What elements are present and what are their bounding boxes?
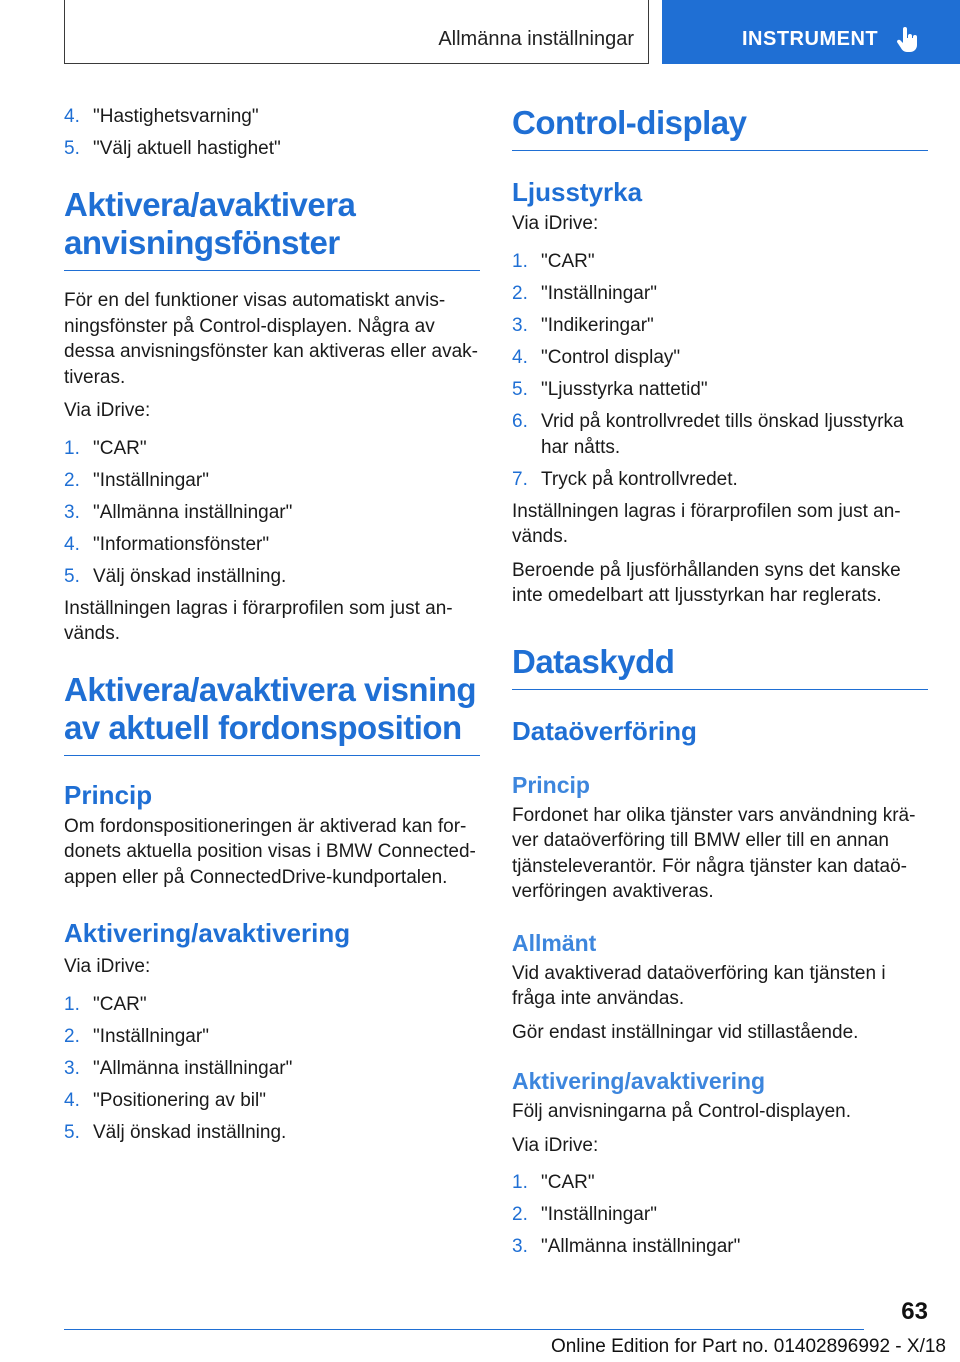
list-item: 3. "Allmänna inställningar" (512, 1236, 741, 1257)
list-item: 1. "CAR" (512, 250, 595, 272)
section-title-fordonsposition: Aktivera/avaktivera visning av aktuell fordonsposition (64, 671, 480, 756)
list-item: 5. Välj önskad inställning. (64, 565, 287, 587)
right-column (512, 100, 928, 1266)
left-column (64, 100, 480, 1152)
steps-list (512, 1170, 928, 1260)
via-idrive-label: Via iDrive: (512, 213, 599, 234)
list-item: 3. "Allmänna inställningar" (64, 501, 293, 523)
list-item: 4. "Hastighetsvarning" (64, 106, 259, 127)
paragraph: Beroende på ljusförhållanden syns det kanske inte omedelbart att ljusstyrkan har reglerats. (512, 559, 901, 606)
page-number: 63 (901, 1298, 928, 1325)
steps-list (64, 992, 480, 1146)
section-title-control-display: Control-display (512, 104, 928, 151)
subsubsection-title-allmant: Allmänt (512, 929, 597, 956)
list-item: 5. "Välj aktuell hastighet" (64, 138, 281, 159)
footer-divider (64, 1329, 864, 1330)
via-idrive-label: Via iDrive: (64, 400, 151, 421)
list-item: 1. "CAR" (64, 993, 147, 1015)
list-item: 5. Välj önskad inställning. (64, 1121, 287, 1143)
section-title-anvisningsfonster: Aktivera/avaktivera anvisningsfönster (64, 186, 480, 271)
subsection-title-princip: Princip (64, 779, 153, 810)
list-item: 1. "CAR" (64, 437, 147, 459)
subsection-title-ljusstyrka: Ljusstyrka (512, 177, 643, 207)
steps-list (512, 249, 928, 493)
list-item: 1. "CAR" (512, 1172, 595, 1193)
list-item: 4. "Control display" (512, 346, 681, 368)
paragraph: Fordonet har olika tjänster vars användning krä- ver dataöverföring till BMW eller till en annan tjänsteleverantör. För några tjänster kan dataö- verföringen avaktiveras. (512, 804, 916, 902)
list-item: 2. "Inställningar" (512, 282, 657, 304)
paragraph: Om fordonspositioneringen är aktiverad kan for- donets aktuella position visas i BMW Connected- appen eller på ConnectedDrive-kundportalen. (64, 815, 476, 888)
subsubsection-title-aktivering: Aktivering/avaktivering (512, 1068, 766, 1094)
paragraph: För en del funktioner visas automatiskt anvis- ningsfönster på Control-displayen. Några av dessa anvisningsfönster kan aktiveras eller avak- tiveras. (64, 290, 478, 388)
list-item: 7. Tryck på kontrollvredet. (512, 468, 738, 490)
list-item: 2. "Inställningar" (512, 1204, 657, 1225)
subsection-title-aktivering: Aktivering/avaktivering (64, 918, 351, 948)
continued-steps-list (64, 104, 480, 162)
footer-edition-text: Online Edition for Part no. 01402896992 - X/18 (550, 1336, 946, 1357)
list-item: 4. "Positionering av bil" (64, 1089, 266, 1111)
list-item: 5. "Ljusstyrka nattetid" (512, 378, 708, 400)
via-idrive-label: Via iDrive: (64, 956, 151, 977)
subsection-title-dataoverforing: Dataöverföring (512, 715, 697, 746)
paragraph: Följ anvisningarna på Control-displayen. (512, 1101, 852, 1122)
list-item: 3. "Allmänna inställningar" (64, 1057, 293, 1079)
list-item: 2. "Inställningar" (64, 1025, 209, 1047)
hand-pointer-icon (894, 26, 922, 54)
via-idrive-label: Via iDrive: (512, 1134, 599, 1156)
list-item: 3. "Indikeringar" (512, 314, 654, 336)
paragraph: Inställningen lagras i förarprofilen som just an- vänds. (64, 597, 453, 644)
header-section-title: Allmänna inställningar (438, 28, 634, 50)
paragraph: Vid avaktiverad dataöverföring kan tjänsten i fråga inte användas. (512, 962, 886, 1009)
header-section-tab (64, 0, 649, 64)
header-chapter-title: INSTRUMENT (742, 28, 879, 50)
subsubsection-title-princip: Princip (512, 771, 590, 798)
steps-list (64, 436, 480, 590)
section-title-dataskydd: Dataskydd (512, 643, 928, 690)
list-item: 2. "Inställningar" (64, 469, 209, 491)
paragraph: Gör endast inställningar vid stillastående. (512, 1021, 859, 1043)
list-item: 4. "Informationsfönster" (64, 533, 270, 555)
list-item: 6. Vrid på kontrollvredet tills önskad ljusstyrka har nåtts. (512, 410, 904, 458)
paragraph: Inställningen lagras i förarprofilen som just an- vänds. (512, 500, 901, 547)
